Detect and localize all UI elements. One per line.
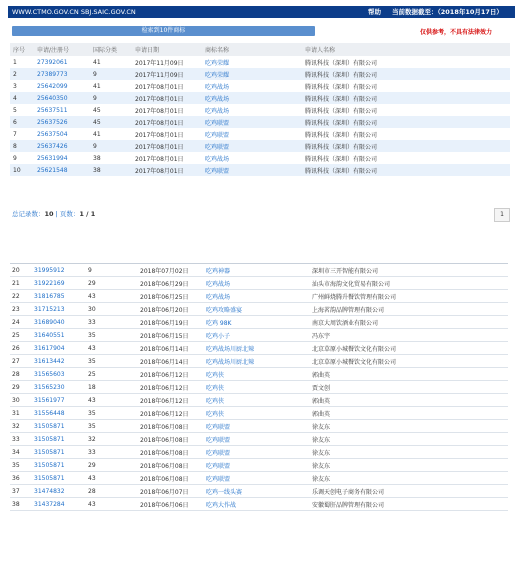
date-cell: 2018年06月08日 <box>138 472 204 485</box>
date-cell: 2018年06月12日 <box>138 407 204 420</box>
class-cell: 45 <box>93 106 101 114</box>
applicant-cell: 徐友东 <box>310 472 508 485</box>
class-cell: 30 <box>86 303 138 316</box>
reg-no-link[interactable]: 25637511 <box>37 106 68 114</box>
applicant-cell: 广州鲜烧腾升餐饮管理有限公司 <box>310 290 508 303</box>
mark-name-link[interactable]: 吃鸡 98K <box>204 316 310 329</box>
serial-cell: 33 <box>10 433 32 446</box>
applicant-cell: 腾讯科技（深圳）有限公司 <box>302 92 510 104</box>
col-header-serial: 序号 <box>10 43 34 56</box>
class-cell: 45 <box>90 116 132 128</box>
reg-no-link[interactable]: 31995912 <box>32 264 86 277</box>
mark-name-link[interactable]: 吃鸡联盟 <box>202 116 302 128</box>
applicant-cell: 腾讯科技（深圳）有限公司 <box>305 131 378 139</box>
mark-name-link[interactable]: 吃鸡联盟 <box>204 420 310 433</box>
serial-cell: 31 <box>10 407 32 420</box>
table-row <box>10 316 508 329</box>
serial-cell: 29 <box>10 381 32 394</box>
applicant-cell: 腾讯科技（深圳）有限公司 <box>305 155 378 163</box>
reg-no-link[interactable]: 31617904 <box>32 342 86 355</box>
date-cell: 2018年06月08日 <box>138 420 204 433</box>
table-row <box>10 128 510 140</box>
mark-name-link[interactable]: 吃鸡战场 <box>205 107 230 115</box>
reg-no-link[interactable]: 31613442 <box>32 355 86 368</box>
top-bar <box>8 6 515 18</box>
class-cell: 43 <box>86 290 138 303</box>
date-cell: 2018年06月14日 <box>138 342 204 355</box>
serial-cell: 1 <box>13 58 17 66</box>
class-cell: 35 <box>86 420 138 433</box>
mark-name-link[interactable]: 吃鸡荣耀 <box>205 59 230 67</box>
class-cell: 29 <box>86 277 138 290</box>
table-row <box>10 329 508 342</box>
col-header-mark-name: 商标名称 <box>202 43 302 56</box>
date-cell: 2017年08月01日 <box>135 155 184 163</box>
date-cell: 2018年06月12日 <box>138 368 204 381</box>
table-row <box>10 56 510 68</box>
table-row <box>10 420 508 433</box>
reg-no-link[interactable]: 31561977 <box>32 394 86 407</box>
class-cell: 35 <box>86 355 138 368</box>
class-cell: 38 <box>90 164 132 176</box>
applicant-cell: 乐调天创电子商务有限公司 <box>310 485 508 498</box>
table-row <box>10 92 510 104</box>
applicant-cell: 徐友东 <box>310 433 508 446</box>
table-row <box>10 433 508 446</box>
page-number-button[interactable]: 1 <box>494 208 510 222</box>
serial-cell: 8 <box>10 140 34 152</box>
serial-cell: 24 <box>10 316 32 329</box>
result-summary <box>12 209 95 218</box>
class-cell: 28 <box>86 485 138 498</box>
reg-no-link[interactable]: 31474832 <box>32 485 86 498</box>
total-records-label: 总记录数： <box>12 210 45 218</box>
reg-no-link[interactable]: 25637504 <box>37 130 68 138</box>
applicant-cell: 腾讯科技（深圳）有限公司 <box>302 68 510 80</box>
mark-name-link[interactable]: 吃鸡神器 <box>204 264 310 277</box>
table-row <box>10 164 510 176</box>
applicant-cell: 徐友东 <box>310 459 508 472</box>
col-header-applicant: 申请人名称 <box>302 43 510 56</box>
serial-cell: 5 <box>13 106 17 114</box>
serial-cell: 28 <box>10 368 32 381</box>
date-cell: 2018年06月12日 <box>138 381 204 394</box>
table-row <box>10 152 510 164</box>
applicant-cell: 上海茗韵品牌管理有限公司 <box>310 303 508 316</box>
date-cell: 2018年06月08日 <box>138 446 204 459</box>
table-row <box>10 472 508 485</box>
reg-no-link[interactable]: 31565230 <box>32 381 86 394</box>
mark-name-link[interactable]: 吃鸡联盟 <box>202 164 302 176</box>
class-cell: 9 <box>90 92 132 104</box>
class-cell: 32 <box>86 433 138 446</box>
retrieved-count-bar: 检索到10件商标 <box>12 26 315 36</box>
mark-name-link[interactable]: 吃鸡联盟 <box>204 433 310 446</box>
applicant-cell: 腾讯科技（深圳）有限公司 <box>305 83 378 91</box>
pages-label: | 页数： <box>53 210 80 218</box>
reg-no-link[interactable]: 25637526 <box>34 116 90 128</box>
reg-no-link[interactable]: 31437284 <box>32 498 86 511</box>
class-cell: 43 <box>86 472 138 485</box>
reg-no-link[interactable]: 31505871 <box>32 420 86 433</box>
col-header-date: 申请日期 <box>132 43 202 56</box>
mark-name-link[interactable]: 吃鸡荣耀 <box>202 68 302 80</box>
applicant-cell: 腾讯科技（深圳）有限公司 <box>302 164 510 176</box>
class-cell: 9 <box>90 140 132 152</box>
class-cell: 41 <box>93 82 101 90</box>
applicant-cell: 腾讯科技（深圳）有限公司 <box>302 116 510 128</box>
reg-no-link[interactable]: 27389773 <box>34 68 90 80</box>
mark-name-link[interactable]: 吃鸡战场 <box>205 83 230 91</box>
serial-cell: 20 <box>10 264 32 277</box>
class-cell: 43 <box>86 342 138 355</box>
serial-cell: 9 <box>13 154 17 162</box>
table-row <box>10 446 508 459</box>
date-cell: 2017年11月09日 <box>135 59 184 67</box>
reg-no-link[interactable]: 31640551 <box>32 329 86 342</box>
date-cell: 2017年08月01日 <box>135 131 184 139</box>
mark-name-link[interactable]: 吃鸡战场 <box>205 155 230 163</box>
applicant-cell: 南京大周饮酒业有限公司 <box>310 316 508 329</box>
date-cell: 2017年11月09日 <box>132 68 202 80</box>
mark-name-link[interactable]: 吃鸡联盟 <box>204 446 310 459</box>
class-cell: 41 <box>93 130 101 138</box>
table-row <box>10 116 510 128</box>
serial-cell: 7 <box>13 130 17 138</box>
date-cell: 2018年06月14日 <box>138 355 204 368</box>
reg-no-link[interactable]: 31505871 <box>32 433 86 446</box>
mark-name-link[interactable]: 吃鸡一线头赛 <box>204 485 310 498</box>
serial-cell: 6 <box>10 116 34 128</box>
applicant-cell: 腾讯科技（深圳）有限公司 <box>305 107 378 115</box>
table-row <box>10 459 508 472</box>
reg-no-link[interactable]: 31556448 <box>32 407 86 420</box>
mark-name-link[interactable]: 吃鸡联盟 <box>204 459 310 472</box>
table-row <box>10 498 508 511</box>
applicant-cell: 深圳市三开智能有限公司 <box>310 264 508 277</box>
col-header-reg-no: 申请/注册号 <box>34 43 90 56</box>
serial-cell: 36 <box>10 472 32 485</box>
reg-no-link[interactable]: 25640350 <box>34 92 90 104</box>
date-cell: 2018年06月08日 <box>138 433 204 446</box>
date-cell: 2017年08月01日 <box>132 164 202 176</box>
serial-cell: 26 <box>10 342 32 355</box>
reg-no-link[interactable]: 31689040 <box>32 316 86 329</box>
mark-name-link[interactable]: 吃鸡侠 <box>204 394 310 407</box>
date-cell: 2018年06月20日 <box>138 303 204 316</box>
class-cell: 9 <box>86 264 138 277</box>
applicant-cell: 腾讯科技（深圳）有限公司 <box>302 140 510 152</box>
table-row <box>10 368 508 381</box>
mark-name-link[interactable]: 吃鸡联盟 <box>204 472 310 485</box>
serial-cell: 3 <box>13 82 17 90</box>
class-cell: 33 <box>86 316 138 329</box>
class-cell: 25 <box>86 368 138 381</box>
date-cell: 2018年06月08日 <box>138 459 204 472</box>
mark-name-link[interactable]: 吃鸡侠 <box>204 407 310 420</box>
serial-cell: 25 <box>10 329 32 342</box>
class-cell: 35 <box>86 329 138 342</box>
reg-no-link[interactable]: 25642099 <box>37 82 68 90</box>
table-row <box>10 407 508 420</box>
date-cell: 2018年06月25日 <box>138 290 204 303</box>
serial-cell: 4 <box>10 92 34 104</box>
table-row <box>10 68 510 80</box>
table-row <box>10 264 508 277</box>
mark-name-link[interactable]: 吃鸡联盟 <box>202 140 302 152</box>
date-cell: 2018年06月29日 <box>138 277 204 290</box>
reg-no-link[interactable]: 25637426 <box>34 140 90 152</box>
table-row <box>10 394 508 407</box>
mark-name-link[interactable]: 吃鸡小子 <box>204 329 310 342</box>
applicant-cell: 贾文创 <box>310 381 508 394</box>
reg-no-link[interactable]: 31505871 <box>32 446 86 459</box>
table-row <box>10 355 508 368</box>
mark-name-link[interactable]: 吃鸡战场川厨北辣 <box>204 342 310 355</box>
table-row <box>10 277 508 290</box>
table-row <box>10 140 510 152</box>
help-link[interactable]: 帮助 <box>368 8 381 16</box>
mark-name-link[interactable]: 吃鸡攻略盛宴 <box>204 303 310 316</box>
serial-cell: 23 <box>10 303 32 316</box>
serial-cell: 34 <box>10 446 32 459</box>
pages-value: 1 / 1 <box>79 210 96 218</box>
reg-no-link[interactable]: 31505871 <box>32 459 86 472</box>
reg-no-link[interactable]: 31505871 <box>32 472 86 485</box>
applicant-cell: 北京草原小城餐饮文化有限公司 <box>310 342 508 355</box>
mark-name-link[interactable]: 吃鸡大作战 <box>204 498 310 511</box>
table-row <box>10 485 508 498</box>
date-cell: 2018年06月15日 <box>138 329 204 342</box>
applicant-cell: 郭曲英 <box>310 394 508 407</box>
mark-name-link[interactable]: 吃鸡侠 <box>204 368 310 381</box>
reg-no-link[interactable]: 31715213 <box>32 303 86 316</box>
serial-cell: 27 <box>10 355 32 368</box>
table-row <box>10 290 508 303</box>
reg-no-link[interactable]: 31922169 <box>32 277 86 290</box>
class-cell: 43 <box>86 498 138 511</box>
applicant-cell: 徐友东 <box>310 446 508 459</box>
serial-cell: 32 <box>10 420 32 433</box>
reg-no-link[interactable]: 25621548 <box>34 164 90 176</box>
applicant-cell: 冯东宇 <box>310 329 508 342</box>
second-results-table <box>10 263 508 511</box>
mark-name-link[interactable]: 吃鸡联盟 <box>205 131 230 139</box>
date-cell: 2017年08月01日 <box>132 140 202 152</box>
mark-name-link[interactable]: 吃鸡战场 <box>204 290 310 303</box>
mark-name-link[interactable]: 吃鸡战场 <box>204 277 310 290</box>
class-cell: 29 <box>86 459 138 472</box>
class-cell: 38 <box>93 154 101 162</box>
date-cell: 2017年08月01日 <box>132 92 202 104</box>
serial-cell: 35 <box>10 459 32 472</box>
reg-no-link[interactable]: 27392061 <box>37 58 68 66</box>
serial-cell: 30 <box>10 394 32 407</box>
date-cell: 2017年08月01日 <box>132 116 202 128</box>
date-cell: 2018年07月02日 <box>138 264 204 277</box>
site-domains: WWW.CTMO.GOV.CN SBJ.SAIC.GOV.CN <box>12 8 136 16</box>
mark-name-link[interactable]: 吃鸡侠 <box>204 381 310 394</box>
serial-cell: 22 <box>10 290 32 303</box>
reg-no-link[interactable]: 31565603 <box>32 368 86 381</box>
mark-name-link[interactable]: 吃鸡战场川厨北辣 <box>204 355 310 368</box>
table-row <box>10 303 508 316</box>
legal-disclaimer: 仅供参考，不具有法律效力 <box>420 29 493 36</box>
class-cell: 43 <box>86 394 138 407</box>
serial-cell: 37 <box>10 485 32 498</box>
table-row <box>10 381 508 394</box>
class-cell: 18 <box>86 381 138 394</box>
date-cell: 2017年08月01日 <box>135 107 184 115</box>
applicant-cell: 安徽蜀肝品牌管理有限公司 <box>310 498 508 511</box>
date-cell: 2017年08月01日 <box>135 83 184 91</box>
applicant-cell: 北京草原小城餐饮文化有限公司 <box>310 355 508 368</box>
mark-name-link[interactable]: 吃鸡战场 <box>202 92 302 104</box>
results-table <box>10 43 510 176</box>
table-row <box>10 104 510 116</box>
table-row <box>10 80 510 92</box>
table-row <box>10 342 508 355</box>
date-cell: 2018年06月07日 <box>138 485 204 498</box>
applicant-cell: 徐友东 <box>310 420 508 433</box>
serial-cell: 2 <box>10 68 34 80</box>
class-cell: 9 <box>90 68 132 80</box>
applicant-cell: 郭曲英 <box>310 368 508 381</box>
class-cell: 33 <box>86 446 138 459</box>
reg-no-link[interactable]: 25631994 <box>37 154 68 162</box>
col-header-class: 国际分类 <box>90 43 132 56</box>
serial-cell: 21 <box>10 277 32 290</box>
reg-no-link[interactable]: 31816785 <box>32 290 86 303</box>
class-cell: 35 <box>86 407 138 420</box>
date-cell: 2018年06月19日 <box>138 316 204 329</box>
applicant-cell: 汕头市海韵文化贸易有限公司 <box>310 277 508 290</box>
applicant-cell: 郭曲英 <box>310 407 508 420</box>
class-cell: 41 <box>93 58 101 66</box>
date-cell: 2018年06月12日 <box>138 394 204 407</box>
results-table-header <box>10 43 510 56</box>
serial-cell: 10 <box>10 164 34 176</box>
date-cell: 2018年06月06日 <box>138 498 204 511</box>
applicant-cell: 腾讯科技（深圳）有限公司 <box>305 59 378 67</box>
total-records-value: 10 <box>44 210 54 218</box>
serial-cell: 38 <box>10 498 32 511</box>
data-as-of-date: 当前数据截至：（2018年10月17日） <box>392 8 503 16</box>
